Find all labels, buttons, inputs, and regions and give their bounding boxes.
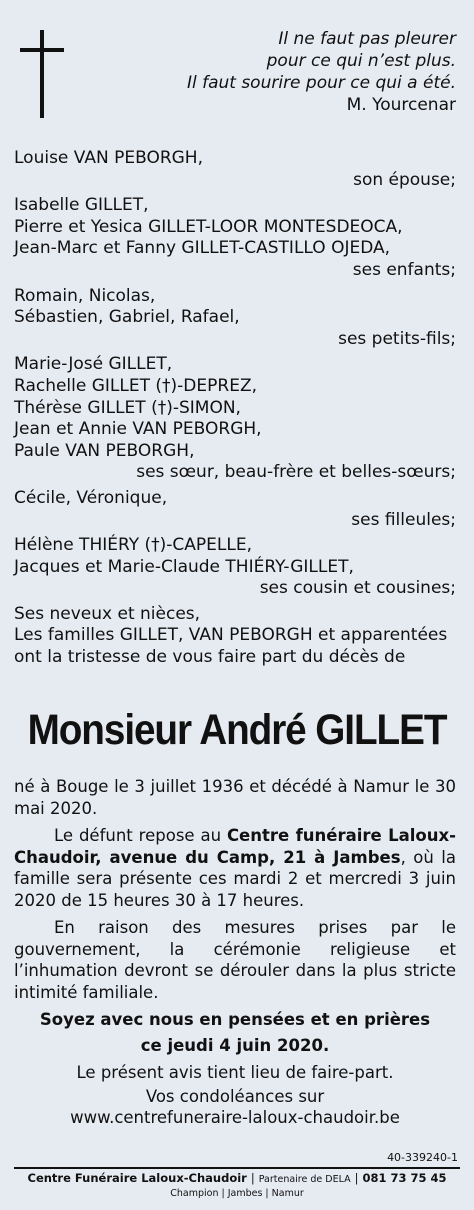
family-name: Louise VAN PEBORGH, [14,148,203,168]
repose-text [14,825,456,911]
footer-phone: 081 73 75 45 [362,1171,447,1185]
closing-line: Ses neveux et nièces, [14,603,201,624]
notice-body [14,776,456,1129]
family-name: Marie-José GILLET, [14,354,173,375]
family-name: Romain, Nicolas, [14,285,156,306]
family-role: ses sœur, beau-frère et belles-sœurs; [136,462,456,483]
cross-icon-bar [20,48,64,52]
quote-line: Il faut sourire pour ce qui a été. [186,73,456,93]
measures-text: En raison des mesures prises par le gouvernement, la cérémonie religieuse et l’inhumation devront se dérouler dans la plus stricte intimité familiale. [14,918,456,1002]
footer-locations: Champion | Jambes | Namur [170,1188,304,1199]
closing-lines [14,604,456,669]
family-group [14,195,456,281]
closing-line: ont la tristesse de vous faire part du décès de [14,647,406,668]
family-group [14,148,456,191]
family-role: son épouse; [353,169,456,190]
quote-line: pour ce qui n’est plus. [266,51,456,71]
quote-line: Il ne faut pas pleurer [278,29,456,49]
closing-line: Les familles GILLET, VAN PEBORGH et apparentées [14,625,448,646]
family-group [14,535,456,600]
family-name: Paule VAN PEBORGH, [14,440,195,461]
family-name: Jacques et Marie-Claude THIÉRY-GILLET, [14,556,354,577]
family-role: ses enfants; [352,259,456,280]
family-name: Jean-Marc et Fanny GILLET-CASTILLO OJEDA, [14,238,391,259]
quote [187,28,456,116]
family-name: Rachelle GILLET (†)-DEPREZ, [14,375,257,396]
family-role: ses cousin et cousines; [259,578,456,599]
family-name: Cécile, Véronique, [14,487,168,508]
obituary-notice [4,4,470,1206]
reference-number: 40-339240-1 [387,1151,458,1164]
family-name: Sébastien, Gabriel, Rafael, [14,307,240,328]
family-name: Thérèse GILLET (†)-SIMON, [14,397,241,418]
condolences-text: Vos condoléances sur [145,1086,325,1106]
footer: Centre Funéraire Laloux-Chaudoir | Partenaire de DELA | 081 73 75 45 [27,1171,447,1185]
footer-company: Centre Funéraire Laloux-Chaudoir [27,1171,247,1185]
prayer-line: Soyez avec nous en pensées et en prières [39,1010,431,1029]
website-link[interactable]: www.centrefuneraire-laloux-chaudoir.be [70,1108,400,1127]
family-name: Hélène THIÉRY (†)-CAPELLE, [14,535,252,556]
family-list [14,148,456,673]
family-group [14,488,456,531]
family-name: Isabelle GILLET, [14,195,149,216]
footer-divider [14,1167,460,1169]
notice-text: Le présent avis tient lieu de faire-part. [76,1063,394,1082]
family-group [14,354,456,484]
repose-location: Centre funéraire Laloux-Chaudoir, avenue du Camp, 21 à Jambes [14,826,456,867]
family-role: ses petits-fils; [338,328,456,349]
footer-partner: Partenaire de DELA [258,1174,351,1185]
family-role: ses filleules; [351,509,456,530]
repose-post: , où la famille sera présente ces mardi 2 et mercredi 3 juin 2020 de 15 heures 30 à 17 heures. [14,847,456,910]
repose-pre: Le défunt repose au [54,826,227,845]
cross-icon [40,30,44,118]
family-group [14,286,456,351]
family-name: Pierre et Yesica GILLET-LOOR MONTESDEOCA, [14,216,403,237]
birth-death-text: né à Bouge le 3 juillet 1936 et décédé à Namur le 30 mai 2020. [14,777,456,818]
quote-author: M. Yourcenar [346,95,456,115]
family-name: Jean et Annie VAN PEBORGH, [14,419,262,440]
prayer-line: ce jeudi 4 juin 2020. [140,1035,330,1055]
deceased-name: Monsieur André GILLET [27,706,447,754]
